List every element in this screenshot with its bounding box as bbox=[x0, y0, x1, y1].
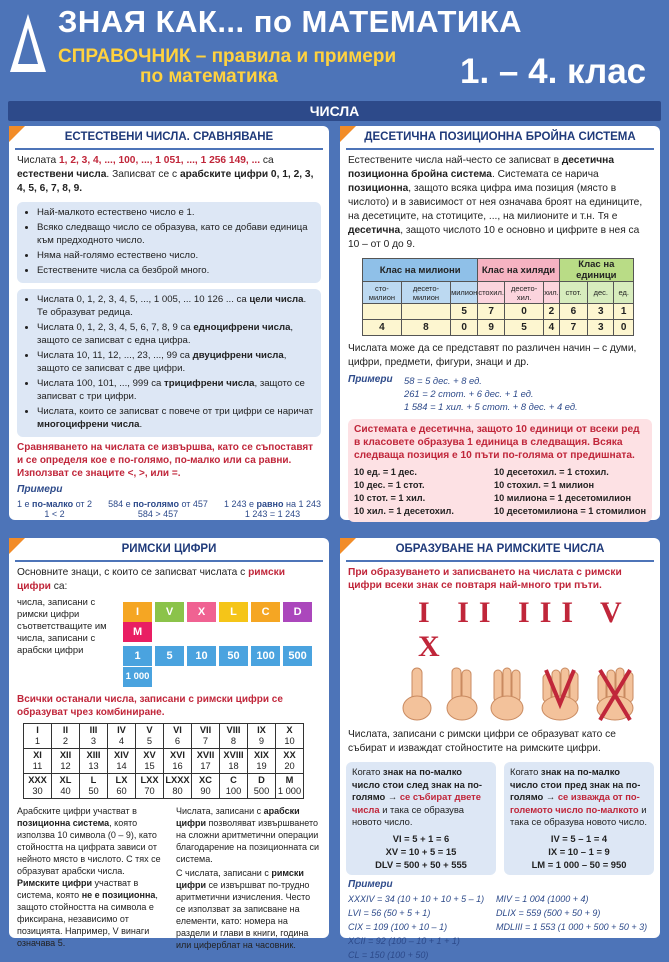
number-types-box bbox=[17, 289, 321, 437]
arabic-value: 10 bbox=[187, 646, 216, 666]
combination-rule: Всички останали числа, записани с римски цифри се образуват чрез комбиниране. bbox=[17, 694, 283, 718]
comparison-columns bbox=[17, 805, 321, 951]
arabic-value: 1 000 bbox=[123, 667, 152, 687]
representation-examples: Примери 58 = 5 дес. + 8 ед. 261 = 2 стот. + 6 дес. + 1 ед. 1 584 = 1 хил. + 5 стот. + 8 дес. + 4 ед. bbox=[348, 374, 578, 412]
table-cell: I 1 bbox=[24, 724, 52, 749]
arabic-vs-roman-text: Арабските цифри участват в позиционна система, която използва 10 символа (0 – 9), като стойността на цифрата зависи от нейното място в числото. С тях се образуват арабски числа. Римските цифри участват в система, която не е позиционна, защото стойността на символа е фиксирана, независимо от позицията. Например, V винаги означава 5. bbox=[17, 806, 161, 948]
list-item: • Числата 0, 1, 2, 3, 4, 5, 6, 7, 8, 9 са едноцифрени числа, защото се записват с една цифра. bbox=[37, 321, 315, 347]
compare-examples: 1 е по-малко от 2 1 < 2 584 е по-голямо от 457 584 > 457 1 243 е равно на 1 243 1 243 = 1 243 bbox=[17, 499, 321, 519]
table-cell: XL 40 bbox=[52, 774, 80, 799]
list-item: • Числата, които се записват с повече от три цифри се наричат многоцифрени числа. bbox=[37, 405, 315, 431]
roman-symbol: M bbox=[123, 622, 152, 642]
examples-label: Примери bbox=[17, 484, 63, 495]
table-cell: XX 20 bbox=[276, 749, 304, 774]
arabic-value: 5 bbox=[155, 646, 184, 666]
table-cell: II 2 bbox=[52, 724, 80, 749]
table-cell: XXX 30 bbox=[24, 774, 52, 799]
roman-numerals-row: I II III V X bbox=[418, 596, 632, 663]
roman-symbol: V bbox=[155, 602, 184, 622]
list-item: • Най-малкото естествено число е 1. bbox=[37, 206, 315, 219]
table-cell: LXX 70 bbox=[136, 774, 164, 799]
table-cell: XVIII 18 bbox=[220, 749, 248, 774]
section-title: ЧИСЛА bbox=[8, 101, 661, 121]
list-item: • Числата 0, 1, 2, 3, 4, 5, ..., 1 005, ... 10 126 ... са цели числа. Те образуват редица. bbox=[37, 293, 315, 319]
table-cell: VIII 8 bbox=[220, 724, 248, 749]
class-header: Клас на хиляди bbox=[478, 259, 559, 282]
table-cell: VI 6 bbox=[164, 724, 192, 749]
table-cell: XV 15 bbox=[136, 749, 164, 774]
table-row bbox=[24, 749, 304, 774]
page-title: ЗНАЯ КАК... по МАТЕМАТИКА bbox=[58, 4, 523, 39]
table-cell: XIII 13 bbox=[80, 749, 108, 774]
decimal-rule-box: Системата е десетична, защото 10 единици от всеки ред в класовете образува 1 единица в следващия. Всяка следваща позиция е 10 пъти по-голяма от предишната. 10 ед. = 1 дес. 10 дес. = 1 стот. 10 стот. = 1 хил. 10 хил. = 1 десетохил. 10 десетохил. = 1 стохил. 10 стохил. = 1 милион 10 милиона = 1 десетомилион 10 десетомилиона = 1 стомилион bbox=[348, 419, 652, 522]
table-cell: XIV 14 bbox=[108, 749, 136, 774]
header bbox=[0, 0, 669, 98]
panel-title: ДЕСЕТИЧНА ПОЗИЦИОННА БРОЙНА СИСТЕМА bbox=[346, 126, 654, 150]
table-cell: IV 4 bbox=[108, 724, 136, 749]
panel-title: РИМСКИ ЦИФРИ bbox=[15, 538, 323, 562]
table-cell: VII 7 bbox=[192, 724, 220, 749]
table-cell: XVII 17 bbox=[192, 749, 220, 774]
table-cell: X 10 bbox=[276, 724, 304, 749]
table-cell: LXXX 80 bbox=[164, 774, 192, 799]
arabic-value: 500 bbox=[283, 646, 312, 666]
table-cell: V 5 bbox=[136, 724, 164, 749]
decimal-system-panel bbox=[340, 126, 660, 520]
roman-intro: Основните знаци, с които се записват числата с римски цифри са: bbox=[17, 567, 285, 592]
class-header: Клас на милиони bbox=[363, 259, 478, 282]
formation-text: Числата, записани с римски цифри се образуват като се събират и изваждат стойностите на римските цифри. bbox=[348, 729, 616, 754]
table-cell: III 3 bbox=[80, 724, 108, 749]
list-item: • Няма най-голямо естествено число. bbox=[37, 249, 315, 262]
list-item: • Всяко следващо число се образува, като се добави единица към предходното число. bbox=[37, 221, 315, 247]
addition-rule-box: Когато знак на по-малко число стои след знак на по-голямо → се събират двете числа и така се образува новото число. VI = 5 + 1 = 6 XV = 10 + 5 = 15 DLV = 500 + 50 + 555 bbox=[346, 762, 496, 875]
roman-numerals-panel bbox=[9, 538, 329, 950]
panel-title: ОБРАЗУВАНЕ НА РИМСКИТЕ ЧИСЛА bbox=[346, 538, 654, 562]
table-cell: M 1 000 bbox=[276, 774, 304, 799]
formation-examples: XXXIV = 34 (10 + 10 + 10 + 5 – 1) LVI = 56 (50 + 5 + 1) CIX = 109 (100 + 10 – 1) XCII = 92 (100 – 10 + 1 + 1) CL = 150 (100 + 50) MIV = 1 004 (1000 + 4) DLIX = 559 (500 + 50 + 9) MDLIII = 1 553 (1 000 + 500 + 50 + 3) bbox=[348, 893, 648, 960]
table-cell: C 100 bbox=[220, 774, 248, 799]
list-item: • Естествените числа са безброй много. bbox=[37, 264, 315, 277]
table-cell: XI 11 bbox=[24, 749, 52, 774]
roman-symbol: X bbox=[187, 602, 216, 622]
roman-symbols: числа, записани с римски цифри съответстващите им числа, записани с арабски цифри I V X L C DM 1 5 10 50 100 5001 000 bbox=[17, 596, 321, 687]
decimal-intro: Естествените числа най-често се записват в десетична позиционна бройна система. Системата се нарича позиционна, защото всяка цифра има позиция (място в числото) и в зависимост от нея означава броят на единиците, на десетиците, на стотиците, ..., на милионите и т.н. Тя е десетична, защото числото 10 е основно и цифрите в нея са 10 – от 0 до 9. bbox=[348, 155, 643, 250]
table-cell: D 500 bbox=[248, 774, 276, 799]
usage-text: Числата, записани с арабски цифри позволяват извършването на сложни аритметични операции благодарение на позиционната си система. С числата, записани с римски цифри се извършват по-трудно аритметични изчисления. Често се използват за записване на елементи, като: номера на раздели и глави в книги, година или циферблат на часовник. bbox=[176, 806, 320, 950]
formation-rules bbox=[346, 762, 654, 875]
table-cell: XIX 19 bbox=[248, 749, 276, 774]
natural-numbers-panel bbox=[9, 126, 329, 520]
table-cell: IX 9 bbox=[248, 724, 276, 749]
representation-text: Числата може да се представят по различен начин – с думи, цифри, предмети, фигури, знаци и др. bbox=[348, 343, 637, 368]
repeat-rule: При образуването и записването на числата с римски цифри всеки знак се повтаря най-много три пъти. bbox=[348, 567, 622, 591]
grade-label: 1. – 4. клас bbox=[460, 52, 647, 91]
roman-table bbox=[23, 723, 304, 799]
table-cell: L 50 bbox=[80, 774, 108, 799]
page-subtitle: СПРАВОЧНИК – правила и примери по математика bbox=[58, 46, 397, 87]
table-cell: XC 90 bbox=[192, 774, 220, 799]
roman-formation-panel bbox=[340, 538, 660, 960]
roman-symbol: I bbox=[123, 602, 152, 622]
intro-text: Числата 1, 2, 3, 4, ..., 100, ..., 1 051, ..., 1 256 149, ... са естествени числа. Записват се с арабските цифри 0, 1, 2, 3, 4, 5, 6, 7, 8, 9. bbox=[17, 155, 314, 194]
place-value-table: Клас на милиони Клас на хиляди Клас на единици сто-милион десето-милион милион стохил. десето-хил. хил. стот. дес. ед. 5 7 0 2 6 3 1 4 8 0 9 5 4 7 3 0 bbox=[362, 258, 634, 336]
list-item: • Числата 10, 11, 12, ..., 23, ..., 99 са двуцифрени числа, защото се записват с две цифри. bbox=[37, 349, 315, 375]
roman-symbol: L bbox=[219, 602, 248, 622]
natural-facts-box bbox=[17, 202, 321, 283]
subtraction-rule-box: Когато знак на по-малко число стои пред знак на по-голямо → се изважда от по-големото число по-малкото и така се образува новото число. IV = 5 – 1 = 4 IX = 10 – 1 = 9 LM = 1 000 – 50 = 950 bbox=[504, 762, 654, 875]
roman-symbol: C bbox=[251, 602, 280, 622]
table-row bbox=[24, 724, 304, 749]
roman-symbol: D bbox=[283, 602, 312, 622]
list-item: • Числата 100, 101, ..., 999 са трицифрени числа, защото се записват с три цифри. bbox=[37, 377, 315, 403]
compare-rule: Сравняването на числата се извършва, като се съпоставят и се определя кое е по-голямо, по-малко или са равни. Използват се знаците <, >, или =. bbox=[17, 442, 314, 479]
table-cell: LX 60 bbox=[108, 774, 136, 799]
class-header: Клас на единици bbox=[559, 259, 633, 282]
publisher-logo bbox=[6, 6, 50, 86]
examples-label: Примери bbox=[348, 878, 393, 890]
hands-illustration bbox=[400, 664, 640, 724]
arabic-value: 1 bbox=[123, 646, 152, 666]
table-row bbox=[24, 774, 304, 799]
panel-title: ЕСТЕСТВЕНИ ЧИСЛА. СРАВНЯВАНЕ bbox=[15, 126, 323, 150]
arabic-value: 50 bbox=[219, 646, 248, 666]
table-cell: XII 12 bbox=[52, 749, 80, 774]
table-cell: XVI 16 bbox=[164, 749, 192, 774]
arabic-value: 100 bbox=[251, 646, 280, 666]
